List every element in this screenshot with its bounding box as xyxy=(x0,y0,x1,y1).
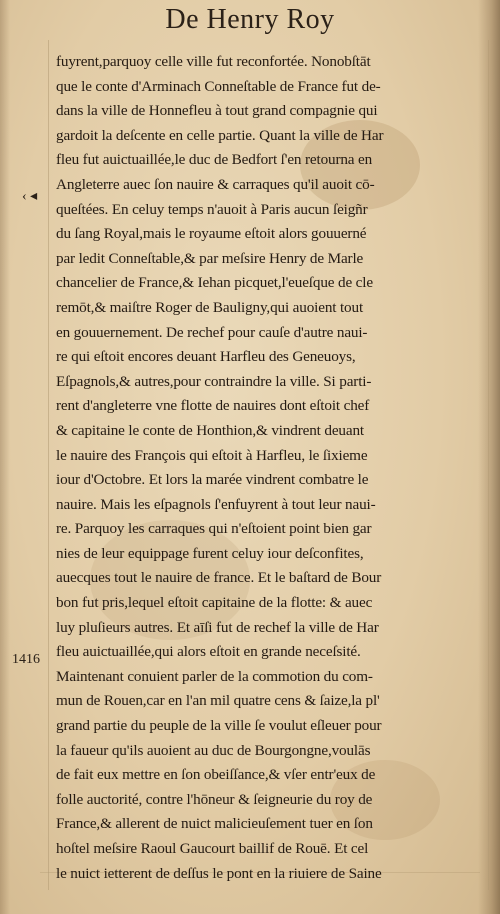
text-line: folle auctorité, contre l'hōneur & ſeigneurie du roy de xyxy=(56,790,373,808)
margin-rule-left xyxy=(48,40,49,890)
text-line: nauire. Mais les eſpagnols ſ'enfuyrent à tout leur naui- xyxy=(56,495,376,513)
body-text xyxy=(56,50,484,886)
text-line: grand partie du peuple de la ville ſe voulut eſleuer pour xyxy=(56,717,382,735)
text-line: nies de leur equippage furent celuy iour deſconfites, xyxy=(56,544,364,562)
text-line: & capitaine le conte de Honthion,& vindrent deuant xyxy=(56,421,364,439)
text-line: re. Parquoy les carraques qui n'eſtoient point bien gar xyxy=(56,520,372,538)
margin-rule-right xyxy=(488,40,489,890)
page-left-shadow xyxy=(0,0,10,914)
text-line: Eſpagnols,& autres,pour contraindre la ville. Si parti- xyxy=(56,372,372,390)
text-line: queſtées. En celuy temps n'auoit à Paris aucun ſeigñr xyxy=(56,200,368,218)
text-line: chancelier de France,& Iehan picquet,l'eueſque de cle xyxy=(56,274,373,292)
text-line: remōt,& maiſtre Roger de Bauligny,qui auoient tout xyxy=(56,298,364,316)
text-line: iour d'Octobre. Et lors la marée vindrent combatre le xyxy=(56,471,369,489)
text-line: rent d'angleterre vne flotte de nauires dont eſtoit chef xyxy=(56,397,370,415)
text-line: par ledit Conneſtable,& par meſsire Henry de Marle xyxy=(56,249,364,267)
text-line: fleu auictuaillée,qui alors eſtoit en grande neceſsité. xyxy=(56,643,361,661)
text-line: le nauire des François qui eſtoit à Harfleu, le ſixieme xyxy=(56,446,368,464)
text-line: de fait eux mettre en ſon obeiſſance,& vſer entr'eux de xyxy=(56,766,376,784)
running-head: De Henry Roy xyxy=(165,4,335,35)
text-line: auecques tout le nauire de france. Et le baſtard de Bour xyxy=(56,569,382,587)
text-line: mun de Rouen,car en l'an mil quatre cens & ſaize,la pl' xyxy=(56,692,380,710)
margin-year-note: 1416 xyxy=(12,652,40,667)
text-line: dans la ville de Honnefleu à tout grand compagnie qui xyxy=(56,102,378,120)
margin-pointer-mark: ‹ ◂ xyxy=(22,189,38,204)
text-line: du ſang Royal,mais le royaume eſtoit alors gouuerné xyxy=(56,225,367,243)
text-line: luy pluſieurs autres. Et aīſi fut de rechef la ville de Har xyxy=(56,618,379,636)
text-line: bon fut pris,lequel eſtoit capitaine de la flotte: & auec xyxy=(56,594,373,612)
text-line: gardoit la deſcente en celle partie. Quant la ville de Har xyxy=(56,126,384,144)
text-line: re qui eſtoit encores deuant Harfleu des Geneuoys, xyxy=(56,348,356,366)
text-line: que le conte d'Arminach Conneſtable de France fut de- xyxy=(56,77,381,95)
text-line: le nuict ietterent de deſſus le pont en la riuiere de Saine xyxy=(56,864,382,882)
text-line: Angleterre auec ſon nauire & carraques qu'il auoit cō- xyxy=(56,175,375,193)
text-line: Maintenant conuient parler de la commotion du com- xyxy=(56,667,373,685)
text-line: fleu fut auictuaillée,le duc de Bedfort ſ'en retourna en xyxy=(56,151,373,169)
text-line: la faueur qu'ils auoient au duc de Bourgongne,voulās xyxy=(56,741,371,759)
text-line: en gouuernement. De rechef pour cauſe d'autre naui- xyxy=(56,323,368,341)
text-line: hoſtel meſsire Raoul Gaucourt baillif de Rouē. Et cel xyxy=(56,840,369,857)
text-line: France,& allerent de nuict malicieuſement tuer en ſon xyxy=(56,815,373,833)
text-line: fuyrent,parquoy celle ville fut reconfortée. Nonobſtāt xyxy=(56,53,371,70)
